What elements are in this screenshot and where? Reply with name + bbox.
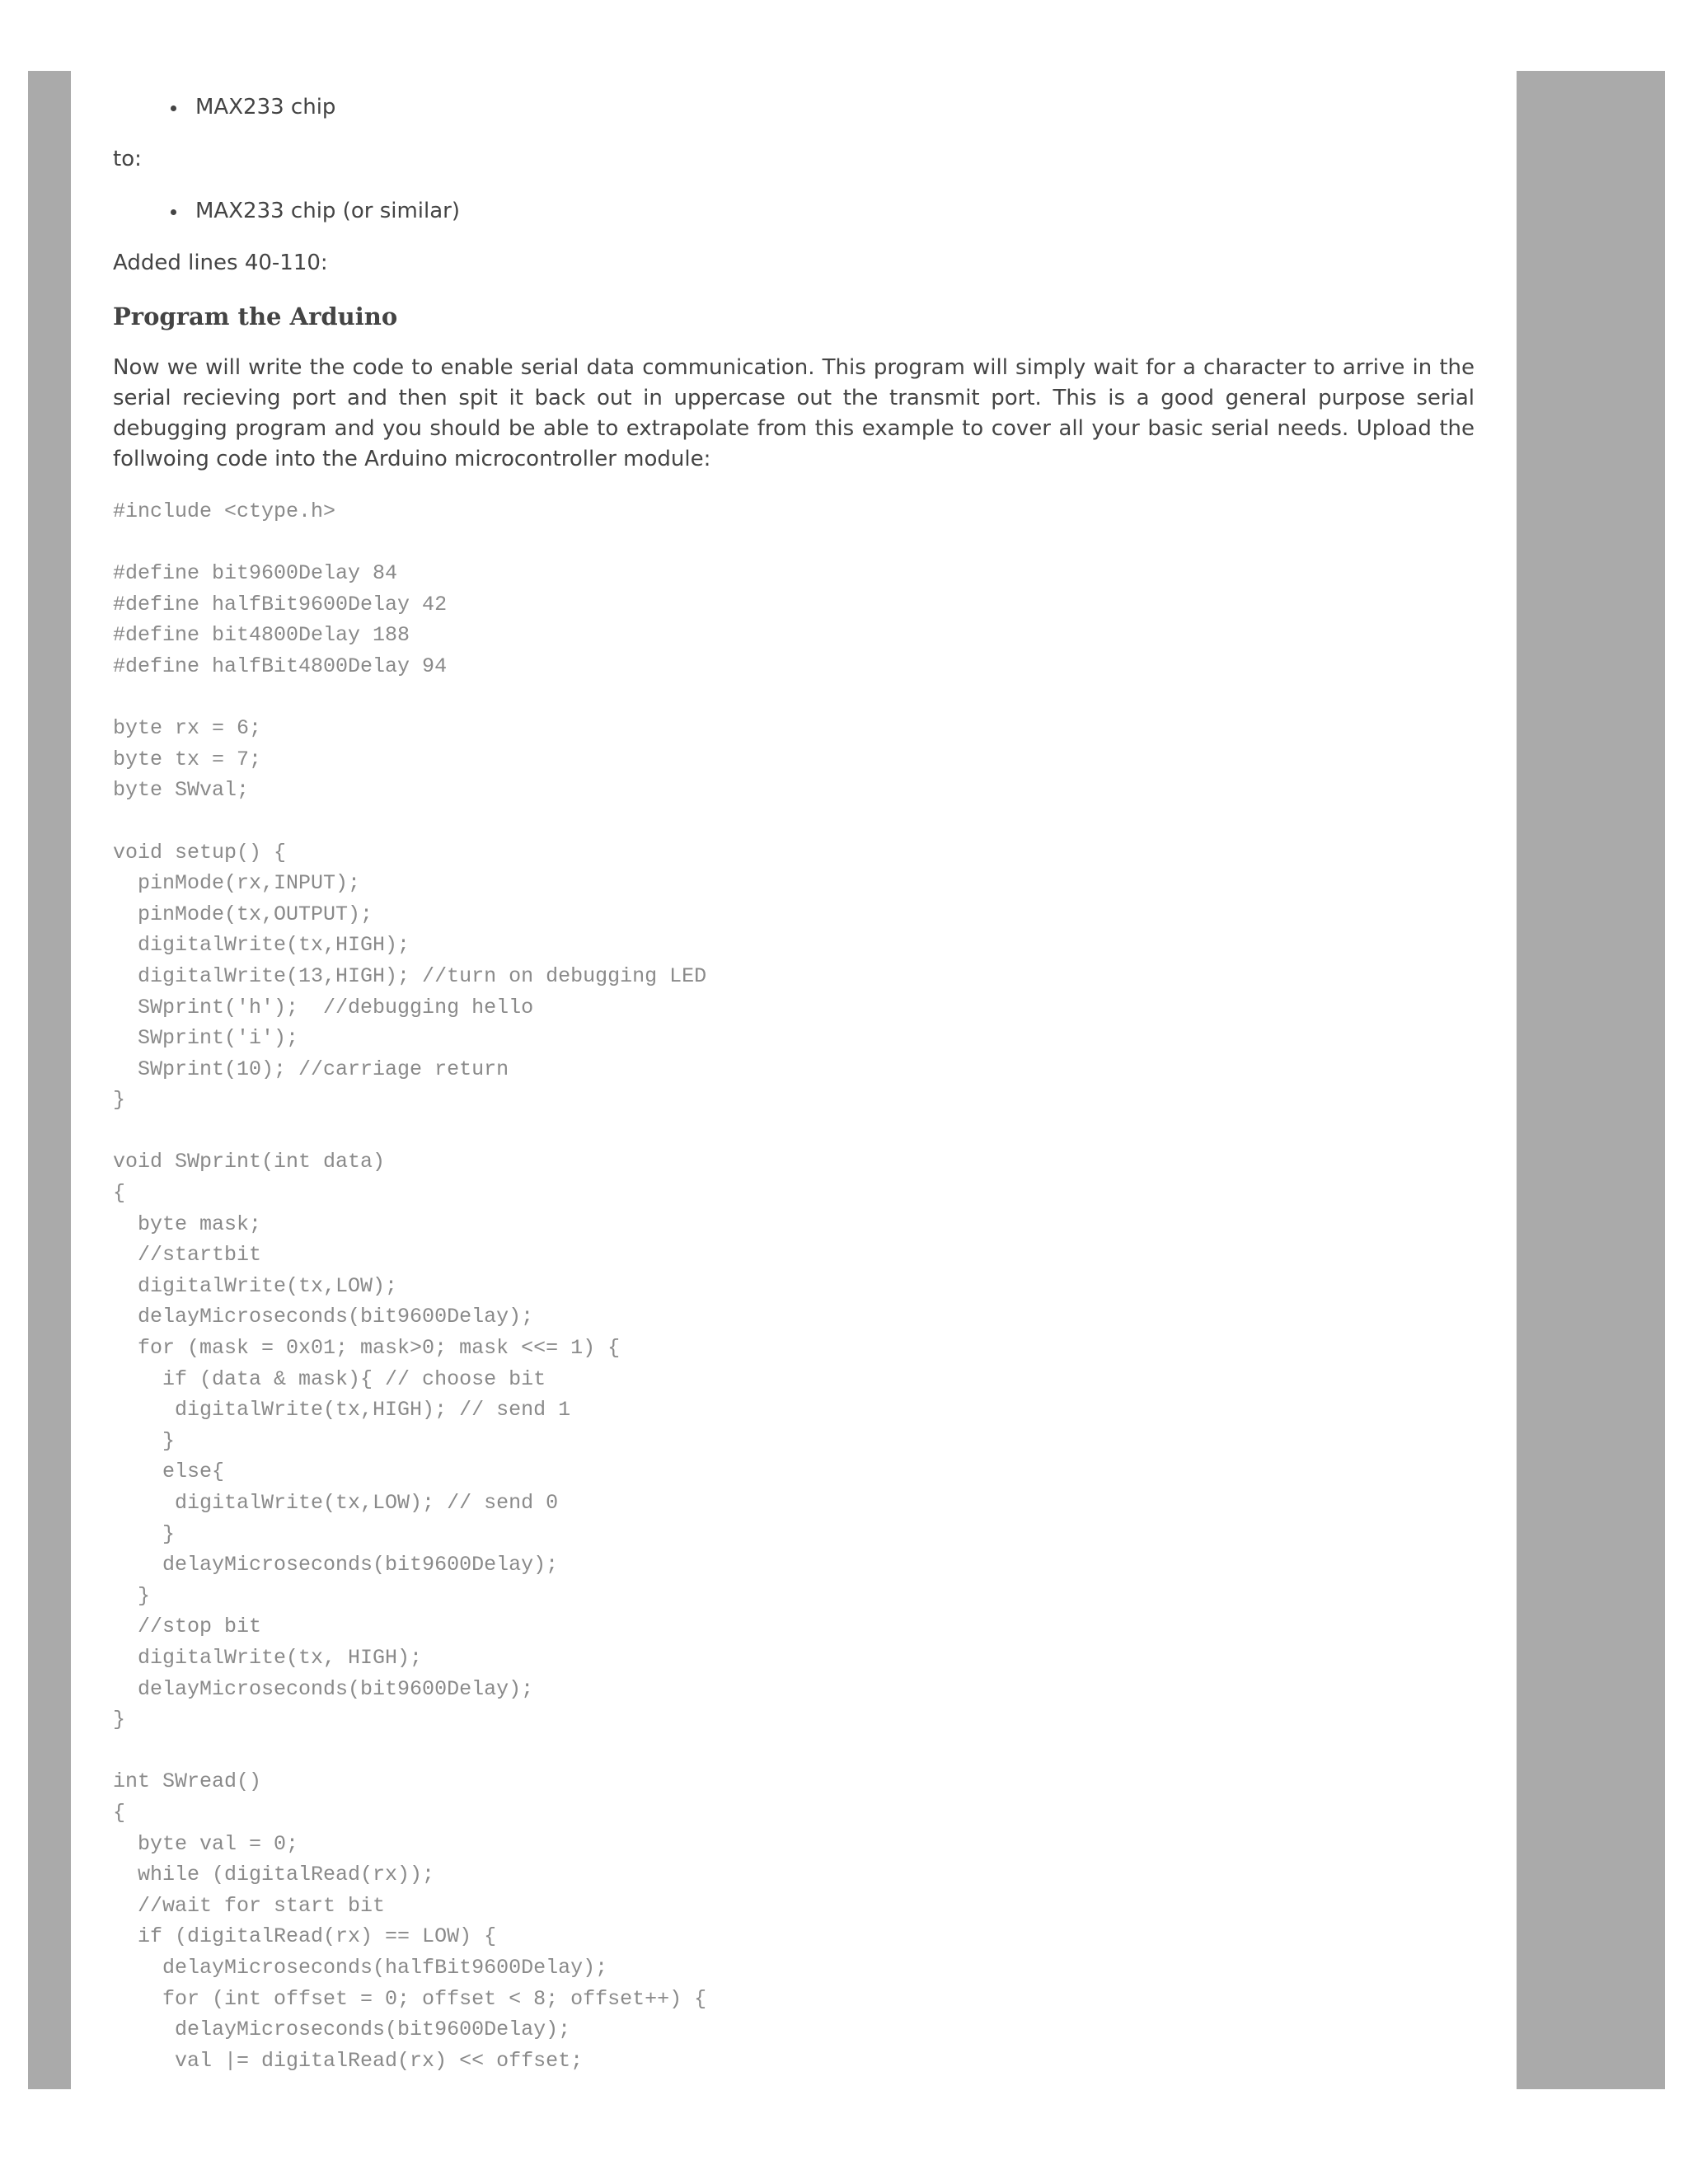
list-item: MAX233 chip <box>195 92 1475 123</box>
bullet-list-before <box>113 92 1475 123</box>
page-content <box>113 92 1475 2076</box>
right-margin-bar <box>1517 71 1665 2089</box>
intro-paragraph: Now we will write the code to enable serial data communication. This program will simply wait for a character to arrive in the serial recieving port and then spit it back out in uppercase out the transmit port. This is a good general purpose serial debugging program and you should be able to extrapolate from this example to cover all your basic serial needs. Upload the follwoing code into the Arduino microcontroller module: <box>113 355 1475 471</box>
to-label: to: <box>113 147 142 171</box>
bullet-list-after <box>113 196 1475 227</box>
added-lines-note: Added lines 40-110: <box>113 251 328 275</box>
left-margin-bar <box>28 71 71 2089</box>
code-block: #include <ctype.h> #define bit9600Delay 84 #define halfBit9600Delay 42 #define bit4800Delay 188 #define halfBit4800Delay 94 byte rx = 6; byte tx = 7; byte SWval; void setup() { pinMode(rx,INPUT); pinMode(tx,OUTPUT); digitalWrite(tx,HIGH); digitalWrite(13,HIGH); //turn on debugging LED SWprint('h'); //debugging hello SWprint('i'); SWprint(10); //carriage return } void SWprint(int data) { byte mask; //startbit digitalWrite(tx,LOW); delayMicroseconds(bit9600Delay); for (mask = 0x01; mask>0; mask <<= 1) { if (data & mask){ // choose bit digitalWrite(tx,HIGH); // send 1 } else{ digitalWrite(tx,LOW); // send 0 } delayMicroseconds(bit9600Delay); } //stop bit digitalWrite(tx, HIGH); delayMicroseconds(bit9600Delay); } int SWread() { byte val = 0; while (digitalRead(rx)); //wait for start bit if (digitalRead(rx) == LOW) { delayMicroseconds(halfBit9600Delay); for (int offset = 0; offset < 8; offset++) { delayMicroseconds(bit9600Delay); val |= digitalRead(rx) << offset; <box>113 499 707 2073</box>
list-item: MAX233 chip (or similar) <box>195 196 1475 227</box>
section-heading: Program the Arduino <box>113 302 398 330</box>
